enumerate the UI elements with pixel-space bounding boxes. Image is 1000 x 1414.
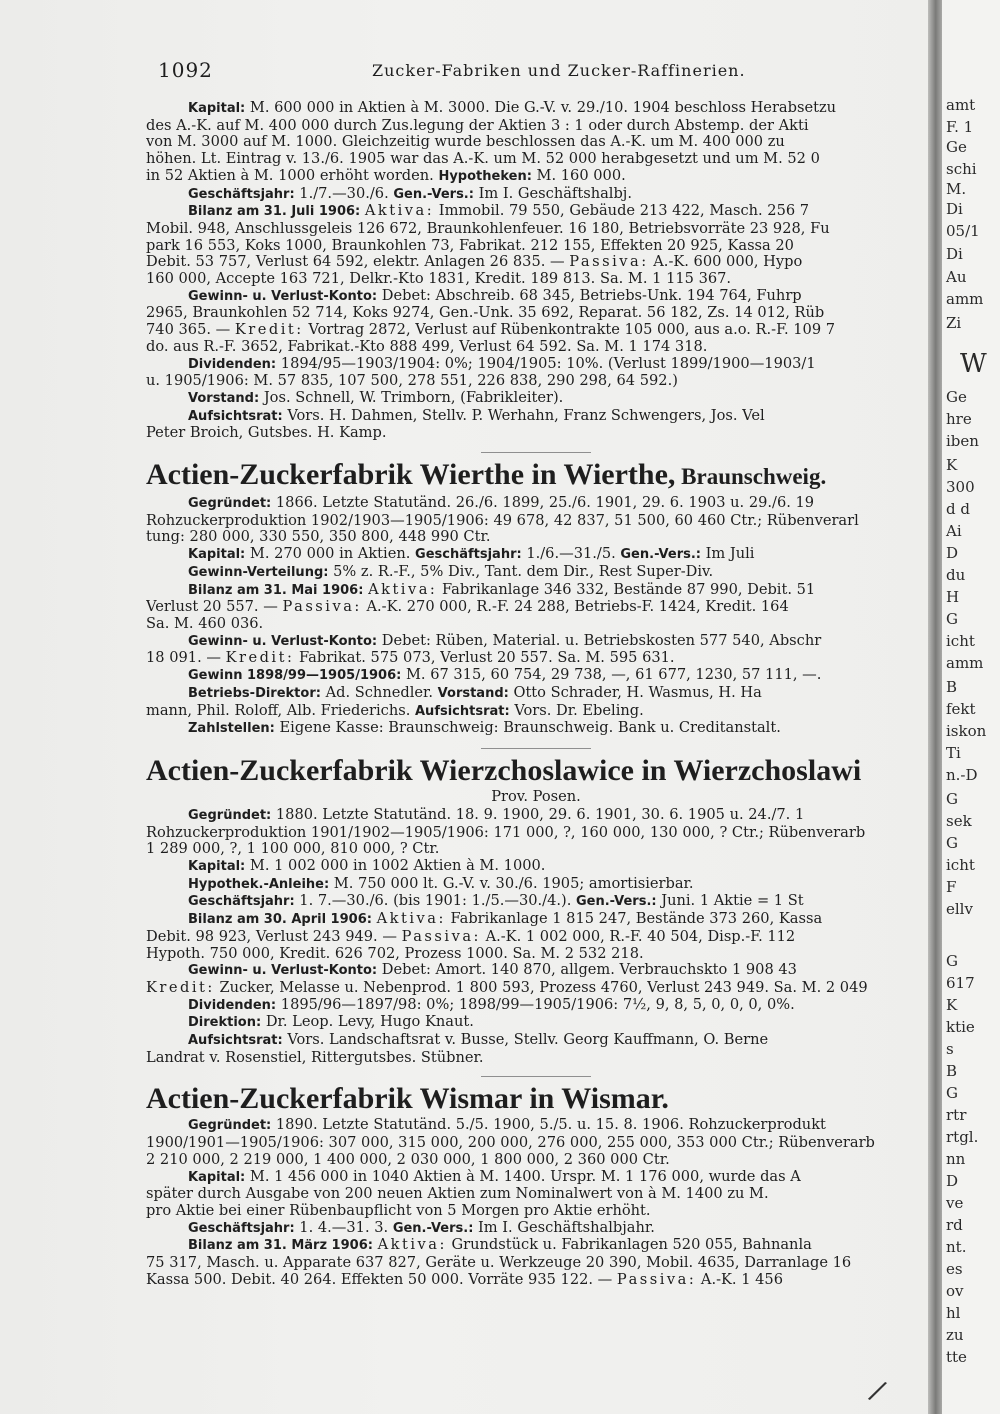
field-label: Direktion: (188, 1015, 262, 1031)
text-run: Zucker, Melasse u. Nebenprod. 1 800 593, Prozess 4760, Verlust 243 949. Sa. M. 2 049 (214, 979, 868, 996)
field-label: Aufsichtsrat: (188, 408, 283, 424)
text-run: Ad. Schnedler. (320, 684, 438, 701)
paragraph-line (146, 703, 926, 721)
text-run: mann, Phil. Roloff, Alb. Friederichs. (146, 702, 415, 719)
paragraph-line (146, 118, 926, 135)
field-label: Gewinn- u. Verlust-Konto: (188, 963, 378, 979)
paragraph-line (146, 151, 926, 168)
text-run: 1. 4.—31. 3. (294, 1219, 393, 1236)
company-town: Braunschweig. (675, 464, 827, 490)
facing-page-fragment: Di (946, 200, 963, 218)
company-heading (146, 457, 926, 495)
entry-continued (146, 100, 926, 442)
text-run: 1895/96—1897/98: 0%; 1898/99—1905/1906: 7½, 9, 8, 5, 0, 0, 0, 0%. (276, 996, 795, 1013)
text-run: Debit. 53 757, Verlust 64 592, elektr. Anlagen 26 835. — (146, 254, 570, 271)
text-run: Eigene Kasse: Braunschweig: Braunschweig. Bank u. Creditanstalt. (274, 720, 781, 737)
text-run: M. 1 456 000 in 1040 Aktien à M. 1400. Urspr. M. 1 176 000, wurde das A (245, 1168, 801, 1185)
text-run: Im I. Geschäftshalbjahr. (473, 1219, 655, 1236)
text-run: Juni. 1 Aktie = 1 St (656, 893, 804, 910)
facing-page-fragment: tte (946, 1348, 967, 1366)
text-run: Fabrikat. 575 073, Verlust 20 557. Sa. M. 595 631. (294, 650, 675, 667)
spaced-keyword: Passiva: (569, 254, 649, 271)
text-run: 740 365. — (146, 322, 235, 339)
facing-page-fragment: G (946, 952, 958, 970)
facing-page-fragment: icht (946, 856, 975, 874)
facing-page-fragment: Ti (946, 744, 961, 762)
paragraph-line (146, 1152, 926, 1169)
company-entry (146, 1076, 926, 1288)
field-label: Gen.-Vers.: (620, 547, 701, 563)
paragraph-line (146, 841, 926, 858)
text-run: Landrat v. Rosenstiel, Rittergutsbes. Stübner. (146, 1049, 484, 1066)
company-title: Actien-Zuckerfabrik Wismar in Wismar. (146, 1082, 669, 1116)
field-label: Zahlstellen: (188, 721, 275, 737)
text-run: Dr. Leop. Levy, Hugo Knaut. (261, 1014, 474, 1031)
paragraph-first-line (146, 893, 926, 911)
spaced-keyword: Passiva: (282, 599, 362, 616)
text-run: 1. 7.—30./6. (bis 1901: 1./5.—30./4.). (294, 893, 576, 910)
text-run: Vors. H. Dahmen, Stellv. P. Werhahn, Franz Schwengers, Jos. Vel (282, 407, 765, 424)
text-run: 75 317, Masch. u. Apparate 637 827, Geräte u. Werkzeuge 20 390, Mobil. 4635, Darranlage 16 (146, 1255, 852, 1272)
facing-page-fragment: D (946, 1172, 959, 1190)
text-run: Vors. Dr. Ebeling. (509, 702, 644, 719)
paragraph-line (146, 134, 926, 151)
facing-page-fragment: amm (946, 654, 984, 672)
paragraph-first-line (146, 1220, 926, 1238)
field-label: Betriebs-Direktor: (188, 685, 321, 701)
paragraph-first-line (146, 582, 926, 600)
paragraph-line (146, 305, 926, 322)
facing-page-fragment: K (946, 996, 958, 1014)
facing-page-fragment: sek (946, 812, 972, 830)
paragraph-line (146, 168, 926, 186)
field-label: Geschäftsjahr: (415, 547, 522, 563)
field-label: Aufsichtsrat: (415, 703, 510, 719)
company-list (146, 452, 926, 1288)
facing-page-fragment: 300 (946, 478, 975, 496)
text-run: Peter Broich, Gutsbes. H. Kamp. (146, 425, 387, 442)
field-label: Geschäftsjahr: (188, 1220, 295, 1236)
paragraph-line (146, 238, 926, 255)
field-label: Bilanz am 31. Mai 1906: (188, 582, 364, 598)
text-run: Rohzuckerproduktion 1901/1902—1905/1906: 171 000, ?, 160 000, 130 000, ? Ctr.; Rübenverarb (146, 824, 866, 841)
paragraph-line (146, 599, 926, 616)
paragraph-first-line (146, 997, 926, 1015)
section-divider (481, 1076, 591, 1077)
paragraph-line (146, 254, 926, 271)
text-run: 1 289 000, ?, 1 100 000, 810 000, ? Ctr. (146, 841, 440, 858)
field-label: Kapital: (188, 859, 246, 875)
field-label: Gen.-Vers.: (392, 1220, 474, 1236)
paragraph-first-line (146, 1117, 926, 1135)
company-heading (146, 753, 926, 789)
text-run: A.-K. 600 000, Hypo (648, 254, 803, 271)
text-run: des A.-K. auf M. 400 000 durch Zus.legung der Aktien 3 : 1 oder durch Abstemp. der Akti (146, 117, 809, 134)
text-run: 5% z. R.-F., 5% Div., Tant. dem Dir., Rest Super-Div. (328, 563, 714, 580)
section-divider (481, 452, 591, 453)
paragraph-first-line (146, 288, 926, 306)
text-run: Sa. M. 460 036. (146, 615, 264, 632)
field-label: Vorstand: (188, 390, 260, 406)
paragraph-line (146, 946, 926, 963)
text-run: 1./7.—30./6. (294, 185, 394, 202)
text-run: A.-K. 1 002 000, R.-F. 40 504, Disp.-F. 112 (480, 928, 796, 945)
spaced-keyword: Aktiva: (377, 1237, 447, 1254)
field-label: Kapital: (188, 101, 246, 116)
facing-page-fragment: iskon (946, 722, 987, 740)
text-run: 1./6.—31./5. (521, 546, 621, 563)
spaced-keyword: Kredit: (225, 650, 295, 667)
facing-page-fragment: ve (946, 1194, 964, 1212)
text-run: Hypoth. 750 000, Kredit. 626 702, Prozess 1000. Sa. M. 2 532 218. (146, 945, 644, 962)
spaced-keyword: Aktiva: (368, 581, 438, 598)
paragraph-line (146, 980, 926, 997)
facing-page-fragment: Ge (946, 138, 967, 156)
field-label: Gen.-Vers.: (576, 894, 657, 910)
paragraph-line (146, 1272, 926, 1289)
paragraph-first-line (146, 495, 926, 513)
paragraph-line (146, 1255, 926, 1272)
paragraph-line (146, 271, 926, 288)
paragraph-first-line (146, 408, 926, 426)
spaced-keyword: Aktiva: (376, 911, 446, 928)
paragraph-line (146, 650, 926, 667)
facing-page-fragment: Ai (946, 522, 962, 540)
text-run: M. 67 315, 60 754, 29 738, —, 61 677, 1230, 57 111, —. (401, 667, 822, 684)
facing-page-fragment: M. (946, 180, 967, 198)
field-label: Gewinn-Verteilung: (188, 564, 329, 580)
facing-page-fragment: K (946, 456, 958, 474)
field-label: Bilanz am 31. Juli 1906: (188, 204, 361, 220)
paragraph-first-line (146, 1237, 926, 1255)
text-run: von M. 3000 auf M. 1000. Gleichzeitig wurde beschlossen das A.-K. um M. 400 000 zu (146, 134, 785, 151)
facing-page-fragment: ellv (946, 900, 973, 918)
paragraph-first-line (146, 720, 926, 738)
text-run: höhen. Lt. Eintrag v. 13./6. 1905 war das A.-K. um M. 52 000 herabgesetzt und um M. 52 0 (146, 151, 820, 168)
facing-page-fragment: icht (946, 632, 975, 650)
text-run: in 52 Aktien à M. 1000 erhöht worden. (146, 167, 439, 184)
company-title: Actien-Zuckerfabrik Wierthe in Wierthe, (146, 458, 676, 492)
facing-page-fragment: rtr (946, 1106, 967, 1124)
facing-page-fragment: iben (946, 432, 979, 450)
paragraph-line (146, 513, 926, 530)
text-run: 1894/95—1903/1904: 0%; 1904/1905: 10%. (Verlust 1899/1900—1903/1 (276, 355, 816, 372)
paragraph-line (146, 1135, 926, 1152)
field-label: Gegründet: (188, 807, 272, 823)
facing-page-fragment: amm (946, 290, 984, 308)
field-label: Gewinn 1898/99—1905/1906: (188, 668, 402, 684)
company-heading (146, 1081, 926, 1117)
company-entry (146, 452, 926, 738)
section-divider (481, 748, 591, 749)
text-run: 1900/1901—1905/1906: 307 000, 315 000, 200 000, 276 000, 255 000, 353 000 Ctr.; Rübenverarb (146, 1135, 875, 1152)
company-title: Actien-Zuckerfabrik Wierzchoslawice in Wierzchoslawi (146, 753, 862, 787)
spaced-keyword: Kredit: (234, 322, 304, 339)
facing-page-fragment: B (946, 1062, 958, 1080)
facing-page-fragment: 05/1 (946, 222, 980, 240)
facing-page-fragment: ov (946, 1282, 964, 1300)
text-run: Kassa 500. Debit. 40 264. Effekten 50 000. Vorräte 935 122. — (146, 1271, 617, 1288)
book-gutter (928, 0, 942, 1414)
paragraph-line (146, 616, 926, 633)
field-label: Gewinn- u. Verlust-Konto: (188, 288, 378, 304)
text-run: Rohzuckerproduktion 1902/1903—1905/1906: 49 678, 42 837, 51 500, 60 460 Ctr.; Rübenverarl (146, 512, 859, 529)
facing-page-fragment: schi (946, 160, 977, 178)
facing-page-fragment: amt (946, 96, 976, 114)
text-run: 18 091. — (146, 650, 226, 667)
field-label: Aufsichtsrat: (188, 1033, 283, 1049)
text-run: 160 000, Accepte 163 721, Delkr.-Kto 1831, Kredit. 189 813. Sa. M. 1 115 367. (146, 271, 732, 288)
paragraph-first-line (146, 858, 926, 876)
text-run: Mobil. 948, Anschlussgeleis 126 672, Braunkohlenfeuer. 16 180, Betriebsvorräte 23 928, Fu (146, 220, 830, 237)
text-run: A.-K. 1 456 (696, 1271, 783, 1288)
facing-page-fragment: nn (946, 1150, 966, 1168)
text-run: pro Aktie bei einer Rübenbaupflicht von 5 Morgen pro Aktie erhöht. (146, 1202, 651, 1219)
facing-page-fragment: fekt (946, 700, 976, 718)
facing-page-fragment: rd (946, 1216, 963, 1234)
text-run: 1890. Letzte Statutänd. 5./5. 1900, 5./5. u. 15. 8. 1906. Rohzuckerprodukt (271, 1117, 826, 1134)
paragraph-line (146, 929, 926, 946)
field-label: Hypothek.-Anleihe: (188, 876, 330, 892)
facing-page-fragment: s (946, 1040, 954, 1058)
facing-page-fragment: Zi (946, 314, 962, 332)
facing-page-fragment: D (946, 544, 959, 562)
paragraph-line (146, 221, 926, 238)
text-run: M. 750 000 lt. G.-V. v. 30./6. 1905; amortisierbar. (329, 875, 694, 892)
company-entry (146, 748, 926, 1067)
field-label: Gewinn- u. Verlust-Konto: (188, 633, 378, 649)
field-label: Geschäftsjahr: (188, 186, 295, 202)
text-run: Debet: Rüben, Material. u. Betriebskosten 577 540, Abschr (377, 632, 822, 649)
text-run: 1880. Letzte Statutänd. 18. 9. 1900, 29. 6. 1901, 30. 6. 1905 u. 24./7. 1 (271, 806, 805, 823)
text-run: Immobil. 79 550, Gebäude 213 422, Masch. 256 7 (434, 203, 810, 220)
paragraph-line (146, 425, 926, 442)
text-run: M. 600 000 in Aktien à M. 3000. Die G.-V. v. 29./10. 1904 beschloss Herabsetzu (245, 100, 837, 116)
text-run: Fabrikanlage 1 815 247, Bestände 373 260, Kassa (445, 911, 823, 928)
facing-page-fragment: G (946, 1084, 958, 1102)
text-run: Jos. Schnell, W. Trimborn, (Fabrikleiter). (259, 389, 564, 406)
paragraph-first-line (146, 356, 926, 374)
paragraph-first-line (146, 667, 926, 685)
text-run: Grundstück u. Fabrikanlagen 520 055, Bahnanla (446, 1237, 812, 1254)
spaced-keyword: Passiva: (616, 1271, 697, 1288)
facing-page-fragment: hl (946, 1304, 961, 1322)
text-run: park 16 553, Koks 1000, Braunkohlen 73, Fabrikat. 212 155, Effekten 20 925, Kassa 20 (146, 237, 794, 254)
text-run: do. aus R.-F. 3652, Fabrikat.-Kto 888 499, Verlust 64 592. Sa. M. 1 174 318. (146, 338, 708, 355)
facing-page-fragment: G (946, 610, 958, 628)
paragraph-first-line (146, 1032, 926, 1050)
text-run: Fabrikanlage 346 332, Bestände 87 990, Debit. 51 (437, 581, 816, 598)
paragraph-first-line (146, 546, 926, 564)
text-run: Im Juli (700, 546, 755, 563)
field-label: Kapital: (188, 547, 246, 563)
page-number: 1092 (158, 58, 213, 82)
field-label: Geschäftsjahr: (188, 894, 295, 910)
running-header: Zucker-Fabriken und Zucker-Raffinerien. (372, 61, 746, 80)
facing-page-fragment: du (946, 566, 966, 584)
spaced-keyword: Passiva: (401, 928, 481, 945)
field-label: Hypotheken: (438, 168, 532, 184)
paragraph-first-line (146, 685, 926, 703)
paragraph-first-line (146, 100, 926, 118)
paragraph-line (146, 1050, 926, 1067)
field-label: Vorstand: (437, 685, 509, 701)
paragraph-first-line (146, 564, 926, 582)
text-run: tung: 280 000, 330 550, 350 800, 448 990 Ctr. (146, 529, 491, 546)
text-run: Vortrag 2872, Verlust auf Rübenkontrakte 105 000, aus a.o. R.-F. 109 7 (303, 322, 836, 339)
facing-page-fragment: d d (946, 500, 970, 518)
facing-page-fragment: B (946, 678, 958, 696)
text-run: u. 1905/1906: M. 57 835, 107 500, 278 551, 226 838, 290 298, 64 592.) (146, 373, 678, 390)
field-label: Kapital: (188, 1169, 246, 1185)
paragraph-first-line (146, 186, 926, 204)
facing-page-fragment: hre (946, 410, 972, 428)
field-label: Bilanz am 30. April 1906: (188, 912, 372, 928)
paragraph-first-line (146, 876, 926, 894)
text-run: Verlust 20 557. — (146, 599, 283, 616)
text-run: M. 1 002 000 in 1002 Aktien à M. 1000. (245, 858, 546, 875)
paragraph-first-line (146, 962, 926, 980)
text-run: Debet: Amort. 140 870, allgem. Verbrauchskto 1 908 43 (377, 962, 797, 979)
field-label: Gen.-Vers.: (393, 186, 474, 202)
paragraph-line (146, 339, 926, 356)
text-run: Vors. Landschaftsrat v. Busse, Stellv. Georg Kauffmann, O. Berne (282, 1032, 769, 1049)
field-label: Gegründet: (188, 1118, 272, 1134)
facing-page-fragment: rtgl. (946, 1128, 979, 1146)
text-run: M. 160 000. (531, 167, 626, 184)
main-column (146, 100, 926, 1288)
facing-page-fragment: G (946, 790, 958, 808)
paragraph-line (146, 373, 926, 390)
facing-page-fragment: es (946, 1260, 963, 1278)
facing-page-edge (942, 0, 1000, 1414)
facing-page-fragment: G (946, 834, 958, 852)
field-label: Dividenden: (188, 356, 277, 372)
pencil-mark: / (865, 1373, 890, 1408)
company-province: Prov. Posen. (491, 787, 581, 805)
field-label: Dividenden: (188, 997, 277, 1013)
facing-page-fragment: 617 (946, 974, 975, 992)
paragraph-first-line (146, 633, 926, 651)
text-run: 2 210 000, 2 219 000, 1 400 000, 2 030 000, 1 800 000, 2 360 000 Ctr. (146, 1151, 670, 1168)
field-label: Gegründet: (188, 496, 272, 512)
facing-page-fragment: Di (946, 245, 963, 263)
paragraph-line (146, 1203, 926, 1220)
text-run: später durch Ausgabe von 200 neuen Aktien zum Nominalwert von à M. 1400 zu M. (146, 1186, 769, 1203)
paragraph-line (146, 1186, 926, 1203)
text-run: Otto Schrader, H. Wasmus, H. Ha (508, 684, 762, 701)
spaced-keyword: Kredit: (146, 979, 215, 996)
facing-page-fragment: nt. (946, 1238, 967, 1256)
field-label: Bilanz am 31. März 1906: (188, 1238, 373, 1254)
facing-page-fragment: F (946, 878, 957, 896)
text-run: Im I. Geschäftshalbj. (473, 185, 632, 202)
text-run: Debit. 98 923, Verlust 243 949. — (146, 928, 402, 945)
facing-page-fragment: Ge (946, 388, 967, 406)
paragraph-first-line (146, 911, 926, 929)
facing-page-fragment: zu (946, 1326, 964, 1344)
text-run: 2965, Braunkohlen 52 714, Koks 9274, Gen.-Unk. 35 692, Reparat. 56 182, Zs. 14 012, Rüb (146, 305, 825, 322)
paragraph-first-line (146, 807, 926, 825)
facing-page-fragment: F. 1 (946, 118, 974, 136)
paragraph-first-line (146, 1169, 926, 1187)
paragraph-first-line (146, 390, 926, 408)
paragraph-line (146, 322, 926, 339)
facing-page-fragment: Au (946, 268, 967, 286)
paragraph-first-line (146, 203, 926, 221)
facing-page-fragment: n.-D (946, 766, 978, 784)
text-run: M. 270 000 in Aktien. (245, 546, 416, 563)
paragraph-line (146, 825, 926, 842)
facing-page-fragment: W (960, 349, 987, 379)
spaced-keyword: Aktiva: (364, 203, 435, 220)
facing-page-fragment: H (946, 588, 960, 606)
paragraph-line (146, 529, 926, 546)
paragraph-first-line (146, 1014, 926, 1032)
text-run: Debet: Abschreib. 68 345, Betriebs-Unk. 194 764, Fuhrp (377, 287, 802, 304)
facing-page-fragment: ktie (946, 1018, 975, 1036)
text-run: A.-K. 270 000, R.-F. 24 288, Betriebs-F. 1424, Kredit. 164 (361, 599, 789, 616)
text-run: 1866. Letzte Statutänd. 26./6. 1899, 25./6. 1901, 29. 6. 1903 u. 29./6. 19 (271, 495, 815, 512)
